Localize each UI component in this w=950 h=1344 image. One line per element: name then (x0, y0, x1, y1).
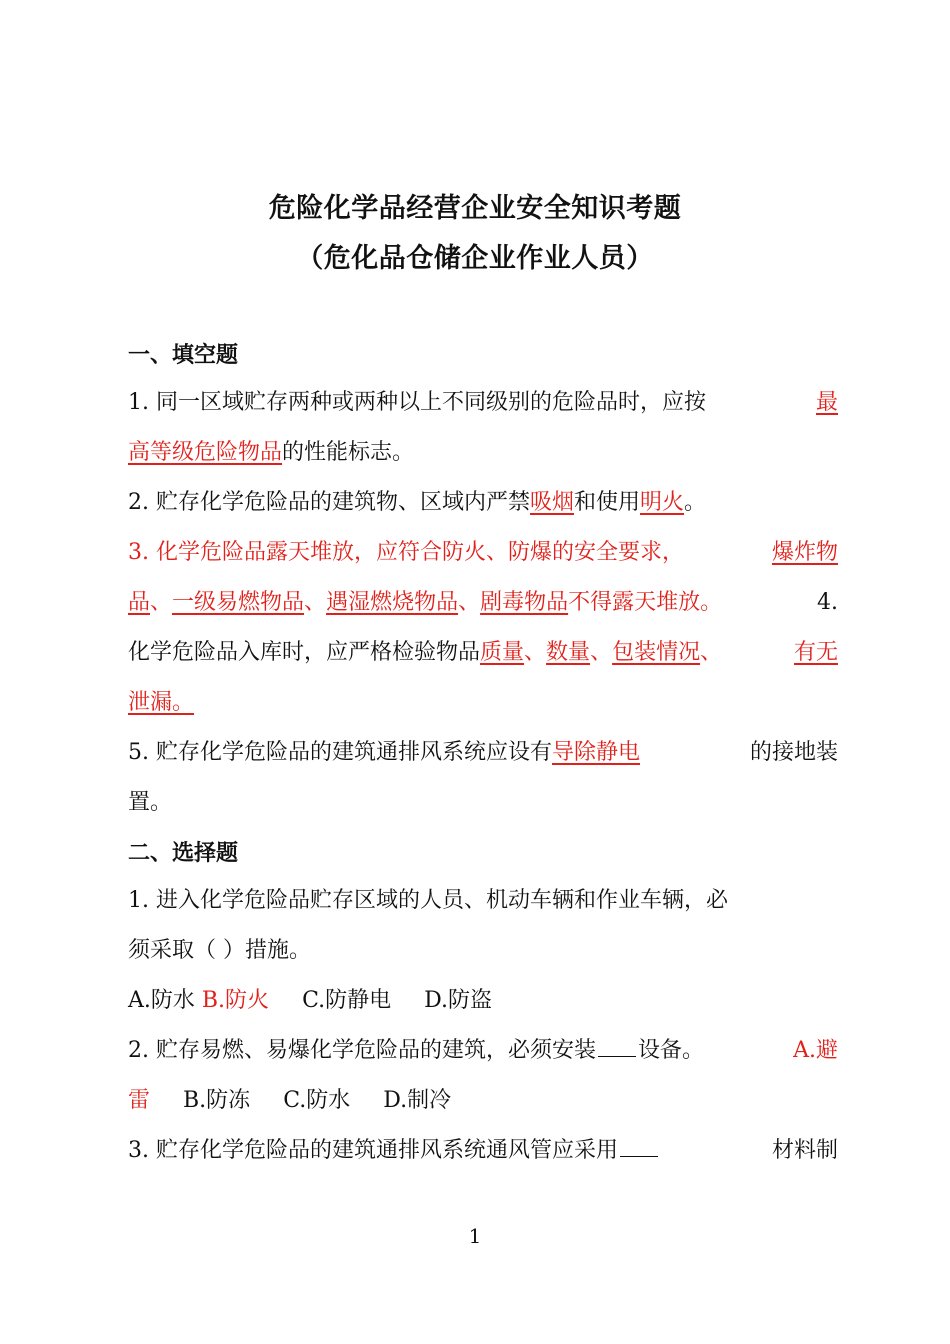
choice-q3-text: 3. 贮存化学危险品的建筑通排风系统通风管应采用 (128, 1138, 618, 1163)
fill-q5-text: 5. 贮存化学危险品的建筑通排风系统应设有 (128, 740, 552, 765)
choice-q2-option-a-answer: A.避 (793, 1038, 838, 1063)
fill-q3-line2 (128, 588, 838, 618)
separator: 、 (458, 590, 481, 615)
choice-q2-line1 (128, 1036, 838, 1066)
fill-q4-answer2: 数量 (546, 640, 591, 665)
fill-q1-text: 1. 同一区域贮存两种或两种以上不同级别的危险品时，应按 (128, 390, 706, 415)
choice-q1-option-a: A.防水 (128, 988, 195, 1013)
fill-q2-answer1: 吸烟 (530, 490, 575, 515)
fill-q4-answer1: 质量 (480, 640, 525, 665)
fill-q2-end: 。 (684, 490, 707, 515)
section-heading-fill-blank: 一、填空题 (128, 343, 239, 368)
choice-q2-text: 2. 贮存易燃、易爆化学危险品的建筑，必须安装 (128, 1038, 596, 1063)
fill-q2-text: 2. 贮存化学危险品的建筑物、区域内严禁 (128, 490, 530, 515)
choice-q2-option-d: D.制冷 (383, 1088, 452, 1113)
choice-q3-line1 (128, 1136, 838, 1166)
fill-q4-answer3: 包装情况 (612, 640, 701, 665)
choice-q2-option-a-answer-cont: 雷 (128, 1088, 151, 1113)
fill-q3-answer3: 遇湿燃烧物品 (326, 590, 459, 615)
fill-q1-tail: 的性能标志。 (282, 440, 415, 465)
choice-q3-text-tail: 材料制 (771, 1138, 838, 1163)
page-number: 1 (468, 1224, 482, 1248)
fill-q3-tail: 不得露天堆放。 (568, 590, 723, 615)
fill-q2-line (128, 488, 838, 518)
fill-q4-answer4-cont: 泄漏。 (128, 690, 195, 715)
fill-q3-answer1: 爆炸物 (771, 540, 838, 565)
fill-q4-line2 (128, 688, 838, 718)
document-title: 危险化学品经营企业安全知识考题 (268, 193, 682, 224)
choice-q2-text-tail: 设备。 (638, 1038, 705, 1063)
fill-q5-answer: 导除静电 (552, 740, 641, 765)
choice-q2-option-b: B.防冻 (183, 1088, 251, 1113)
fill-q3-line1 (128, 538, 838, 568)
fill-q3-text: 3. 化学危险品露天堆放，应符合防火、防爆的安全要求， (128, 540, 684, 565)
section-heading-choice: 二、选择题 (128, 841, 239, 866)
fill-q3-answer4: 剧毒物品 (480, 590, 569, 615)
fill-q4-answer4: 有无 (793, 640, 838, 665)
fill-q1-answer-part1: 最 (815, 390, 838, 415)
document-subtitle: （危化品仓储企业作业人员） (296, 243, 654, 274)
fill-q5-line1 (128, 738, 838, 768)
fill-q3-answer1-cont: 品 (128, 590, 151, 615)
separator: 、 (150, 590, 173, 615)
fill-q4-text: 化学危险品入库时，应严格检验物品 (128, 640, 481, 665)
fill-q1-answer-part2: 高等级危险物品 (128, 440, 283, 465)
choice-q2-option-c: C.防水 (283, 1088, 351, 1113)
fill-q2-answer2: 明火 (640, 490, 685, 515)
choice-q1-option-c: C.防静电 (302, 988, 392, 1013)
answer-blank (620, 1138, 658, 1157)
choice-q2-options (128, 1086, 838, 1116)
answer-blank (598, 1038, 636, 1057)
fill-q5-end: 置。 (128, 790, 173, 815)
fill-q1-line2 (128, 438, 838, 468)
fill-q2-mid: 和使用 (574, 490, 641, 515)
choice-q1-options (128, 986, 838, 1016)
fill-q5-tail: 的接地装 (749, 740, 838, 765)
fill-q4-number: 4. (817, 590, 838, 615)
fill-q3-answer2: 一级易燃物品 (172, 590, 305, 615)
fill-q1-line1 (128, 388, 838, 418)
separator: 、 (590, 640, 613, 665)
choice-q1-option-b-answer: B.防火 (201, 988, 270, 1013)
choice-q1-line1: 1. 进入化学危险品贮存区域的人员、机动车辆和作业车辆，必 (128, 888, 728, 913)
choice-q1-option-d: D.防盗 (424, 988, 492, 1013)
choice-q1-line2: 须采取（ ）措施。 (128, 938, 311, 963)
separator: 、 (700, 640, 723, 665)
separator: 、 (304, 590, 327, 615)
fill-q5-line2 (128, 788, 838, 818)
fill-q4-line1 (128, 638, 838, 668)
separator: 、 (524, 640, 547, 665)
